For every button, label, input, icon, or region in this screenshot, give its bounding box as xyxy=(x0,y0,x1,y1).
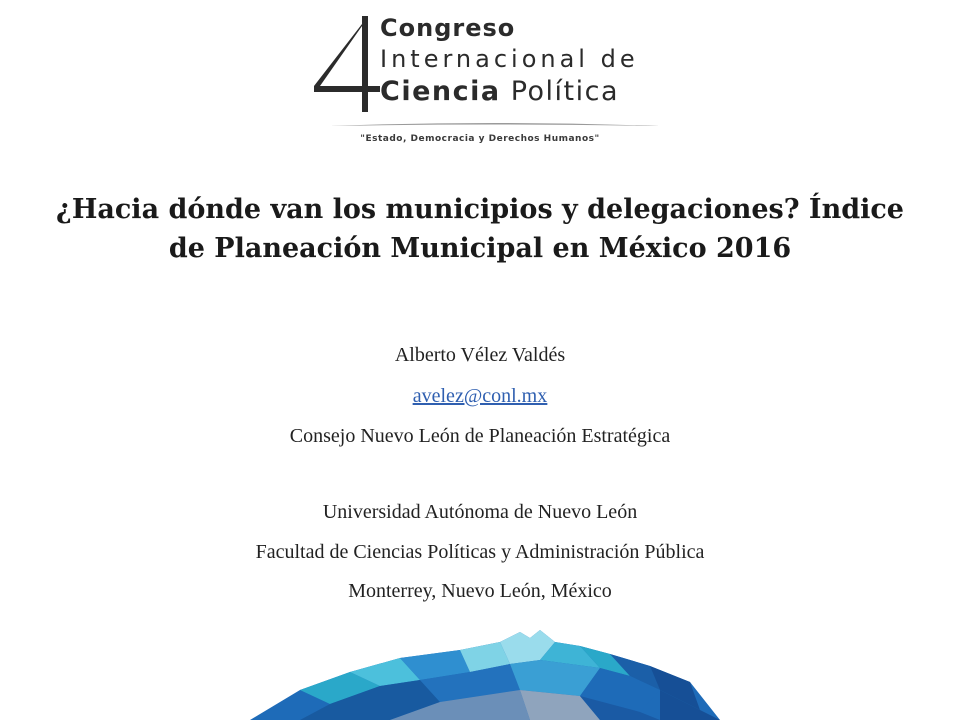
author-email[interactable]: avelez@conl.mx xyxy=(412,385,548,407)
presentation-title xyxy=(0,190,960,268)
affiliation-faculty: Facultad de Ciencias Políticas y Administración Pública xyxy=(255,541,705,563)
author-organization: Consejo Nuevo León de Planeación Estratégica xyxy=(289,425,671,447)
logo-motto: "Estado, Democracia y Derechos Humanos" xyxy=(360,134,600,144)
logo-line-internacional: Internacional de xyxy=(380,45,639,73)
logo-line-ciencia-politica xyxy=(380,78,639,109)
logo-word-ciencia: Ciencia xyxy=(380,76,501,107)
mountain-decoration-icon xyxy=(0,620,960,720)
logo-swoosh-icon xyxy=(330,120,660,130)
logo-four-numeral-icon xyxy=(310,14,380,114)
logo-line-congreso: Congreso xyxy=(380,14,516,42)
logo-word-politica: Política xyxy=(510,76,620,107)
logo-wordmark xyxy=(380,16,639,109)
affiliation-university: Universidad Autónoma de Nuevo León xyxy=(322,501,638,523)
title-line-1: ¿Hacia dónde van los municipios y delegaciones? Índice xyxy=(56,194,904,225)
author-email-link[interactable] xyxy=(0,385,960,408)
congress-logo xyxy=(300,8,660,148)
title-line-2: de Planeación Municipal en México 2016 xyxy=(168,233,792,264)
author-name: Alberto Vélez Valdés xyxy=(394,344,566,366)
affiliation-location: Monterrey, Nuevo León, México xyxy=(348,580,612,602)
